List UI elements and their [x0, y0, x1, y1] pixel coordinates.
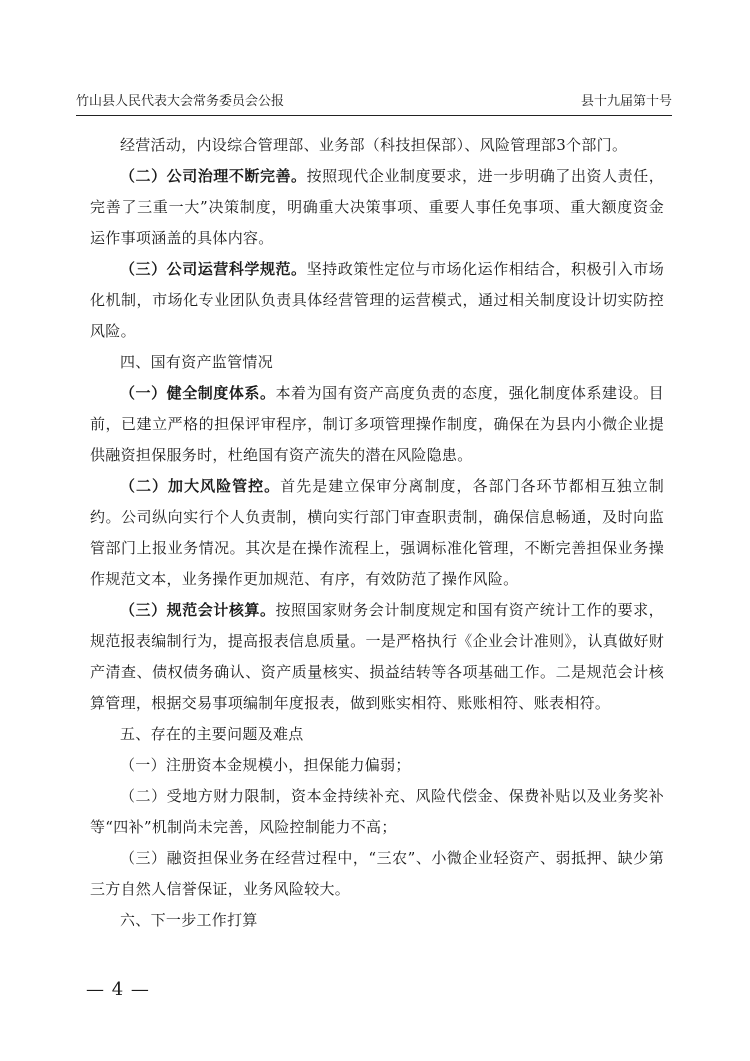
paragraph: （一）注册资本金规模小，担保能力偏弱； [120, 756, 411, 774]
paragraph-lead: （三）规范会计核算。 [120, 601, 276, 619]
section-heading: 四、国有资产监管情况 [120, 353, 274, 371]
paragraph: （二）公司治理不断完善。按照现代企业制度要求，进一步明确了出资人责任，完善了三重一大”决策制度，明确重大决策事项、重要人事任免事项、重大额度资金运作事项涵盖的具体内容。 [90, 167, 665, 247]
paragraph-lead: （二）公司治理不断完善。 [120, 167, 307, 185]
section-heading: 六、下一步工作打算 [120, 911, 258, 929]
header-divider [76, 115, 672, 116]
bulletin-title: 竹山县人民代表大会常务委员会公报 [76, 94, 285, 109]
paragraph: （二）加大风险管控。首先是建立保审分离制度，各部门各环节都相互独立制约。公司纵向实行个人负责制，横向实行部门审查职责制，确保信息畅通，及时向监管部门上报业务情况。其次是在操作流程上，强调标准化管理，不断完善担保业务操作规范文本，业务操作更加规范、有序，有效防范了操作风险。 [90, 477, 664, 588]
issue-number: 县十九届第十号 [580, 94, 672, 109]
paragraph: （三）规范会计核算。按照国家财务会计制度规定和国有资产统计工作的要求，规范报表编制行为，提高报表信息质量。一是严格执行《企业会计准则》，认真做好财产清查、债权债务确认、资产质量核实、损益结转等各项基础工作。二是规范会计核算管理，根据交易事项编制年度报表，做到账实相符、账账相符、账表相符。 [90, 601, 664, 712]
paragraph: （一）健全制度体系。本着为国有资产高度负责的态度，强化制度体系建设。目前，已建立严格的担保评审程序，制订多项管理操作制度，确保在为县内小微企业提供融资担保服务时，杜绝国有资产流失的潜在风险隐患。 [90, 384, 664, 464]
document-header [76, 90, 672, 114]
paragraph: 经营活动，内设综合管理部、业务部（科技担保部）、风险管理部3个部门。 [120, 136, 628, 154]
paragraph-lead: （二）加大风险管控。 [120, 477, 281, 495]
paragraph: （三）公司运营科学规范。坚持政策性定位与市场化运作相结合，积极引入市场化机制，市场化专业团队负责具体经营管理的运营模式，通过相关制度设计切实防控风险。 [90, 260, 665, 340]
paragraph-lead: （三）公司运营科学规范。 [120, 260, 307, 278]
section-heading: 五、存在的主要问题及难点 [120, 725, 304, 743]
paragraph: （二）受地方财力限制，资本金持续补充、风险代偿金、保费补贴以及业务奖补等“四补”机制尚未完善，风险控制能力不高； [90, 787, 664, 836]
document-body [90, 130, 664, 936]
paragraph: （三）融资担保业务在经营过程中，“三农”、小微企业轻资产、弱抵押、缺少第三方自然人信誉保证，业务风险较大。 [90, 849, 664, 898]
paragraph-lead: （一）健全制度体系。 [120, 384, 276, 402]
page-number: — 4 — [86, 979, 150, 1000]
